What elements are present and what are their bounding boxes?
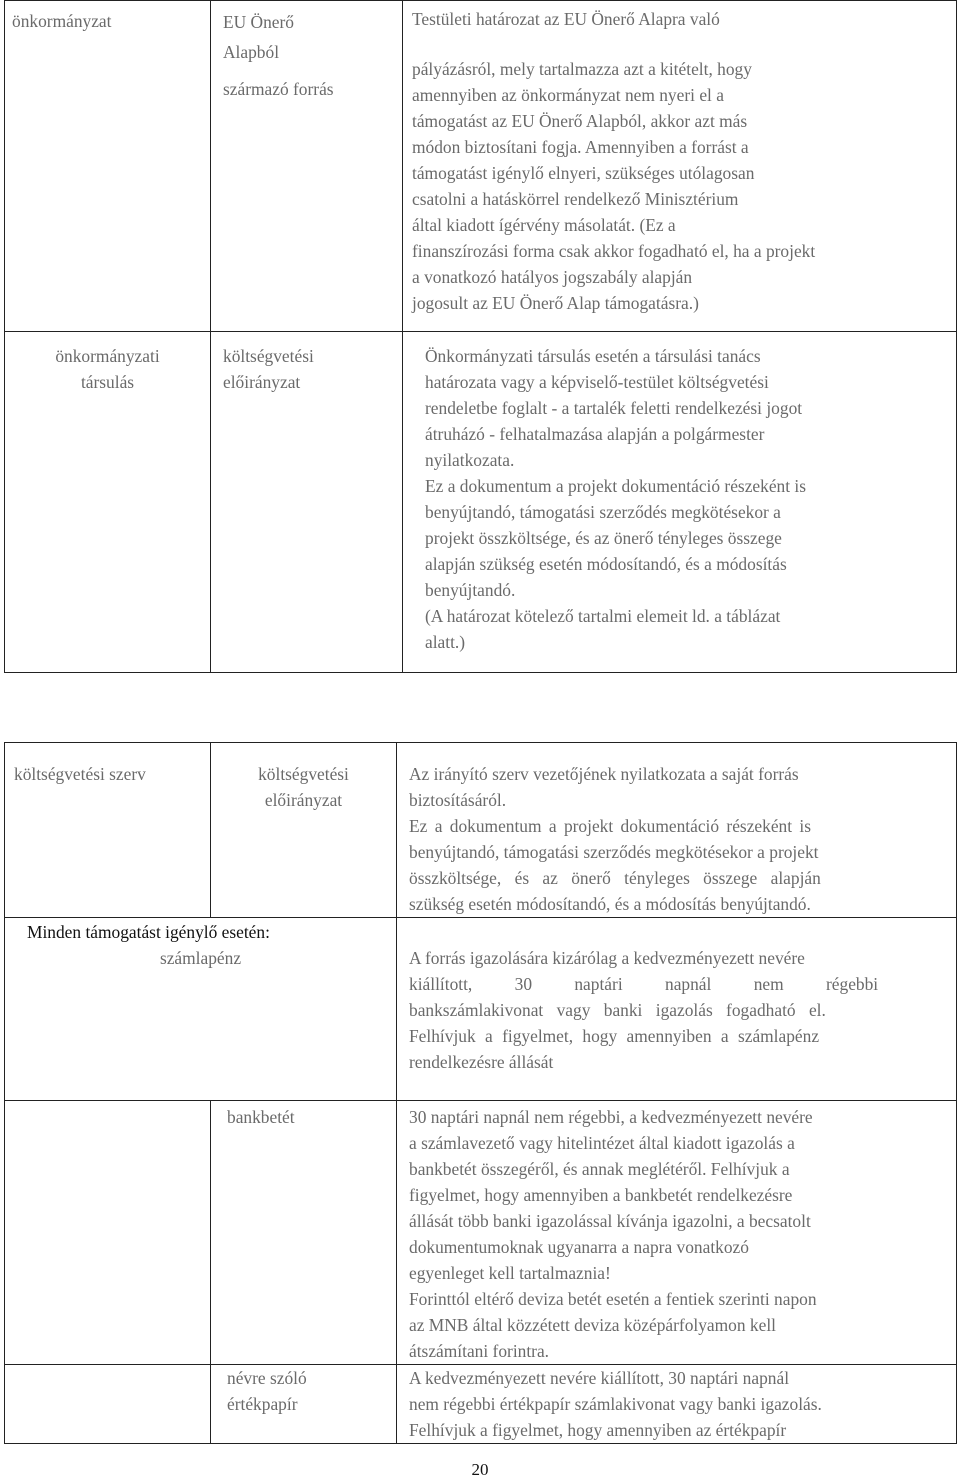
description-line: finanszírozási forma csak akkor fogadható el, ha a projekt [412,241,816,261]
table-row [5,918,957,1101]
applicant-label: költségvetési szerv [14,764,146,784]
description-line: az MNB által közzétett deviza középárfolyamon kell [409,1315,776,1335]
description-line: pályázásról, mely tartalmazza azt a kitételt, hogy [412,59,752,79]
description-cell [403,332,957,673]
applicant-label: önkormányzat [12,11,112,31]
description-line: rendeletbe foglalt - a tartalék feletti rendelkezési jogot [425,398,803,418]
description-line: A kedvezményezett nevére kiállított, 30 naptári napnál [409,1368,790,1388]
description-line: támogatást igénylő elnyeri, szükséges utólagosan [412,163,755,183]
cash-source-cell [5,918,397,1101]
table-row [5,1,957,332]
description-cell [397,743,957,918]
description-line: Ez a dokumentum a projekt dokumentáció részeként is [409,816,812,836]
description-line: átszámítani forintra. [409,1341,550,1361]
source-line: számlapénz [159,948,242,968]
description-line: rendelkezésre állását [409,1052,554,1072]
source-line: értékpapír [227,1394,298,1414]
all-applicants-heading: Minden támogatást igénylő esetén: [27,922,270,942]
description-line: a számlavezető vagy hitelintézet által kiadott igazolás a [409,1133,795,1153]
description-line: módon biztosítani fogja. Amennyiben a forrást a [412,137,749,157]
source-line: költségvetési [258,764,349,784]
applicant-line: társulás [80,372,135,392]
description-cell [397,918,957,1101]
description-line: benyújtandó, támogatási szerződés megkötésekor a [425,502,781,522]
description-line: (A határozat kötelező tartalmi elemeit ld. a táblázat [425,606,781,626]
source-line: előirányzat [223,372,301,392]
table-row [5,332,957,673]
applicant-cell [5,1365,211,1444]
description-line: figyelmet, hogy amennyiben a bankbetét rendelkezésre [409,1185,793,1205]
description-line: benyújtandó, támogatási szerződés megkötésekor a projekt [409,842,819,862]
description-line: 30 naptári napnál nem régebbi, a kedvezményezett nevére [409,1107,813,1127]
description-line: állását több banki igazolással kívánja igazolni, a becsatolt [409,1211,811,1231]
source-line: származó forrás [223,79,334,99]
description-line: dokumentumoknak ugyanarra a napra vonatkozó [409,1237,749,1257]
page-number: 20 [471,1460,489,1479]
description-line: összköltsége, és az önerő tényleges összege alapján [409,868,821,888]
description-line: bankbetét összegéről, és annak meglétéről. Felhívjuk a [409,1159,790,1179]
requirements-table-top [4,0,957,673]
table-row [5,1365,957,1444]
applicant-line: önkormányzati [55,346,160,366]
description-line: támogatást az EU Önerő Alapból, akkor azt más [412,111,748,131]
source-line: Alapból [223,42,280,62]
description-line: a vonatkozó hatályos jogszabály alapján [412,267,693,287]
description-line: Felhívjuk a figyelmet, hogy amennyiben az értékpapír [409,1420,787,1440]
description-line: nyilatkozata. [425,450,515,470]
source-line: bankbetét [227,1107,295,1127]
description-line: határozata vagy a képviselő-testület költségvetési [425,372,769,392]
applicant-cell [5,1101,211,1365]
description-line: Forinttól eltérő deviza betét esetén a fentiek szerinti napon [409,1289,817,1309]
source-line: névre szóló [227,1368,307,1388]
description-line: Önkormányzati társulás esetén a társulási tanács [425,346,761,366]
source-cell [211,332,403,673]
description-line: csatolni a hatáskörrel rendelkező Minisztérium [412,189,739,209]
description-line: A forrás igazolására kizárólag a kedvezményezett nevére [409,948,805,968]
source-line: EU Önerő [223,12,294,32]
description-line: Ez a dokumentum a projekt dokumentáció részeként is [425,476,807,496]
description-line: alapján szükség esetén módosítandó, és a módosítás [425,554,787,574]
description-cell [403,1,957,332]
description-line: átruházó - felhatalmazása alapján a polgármester [425,424,765,444]
description-line: jogosult az EU Önerő Alap támogatásra.) [412,293,699,313]
description-line: egyenleget kell tartalmaznia! [409,1263,611,1283]
description-cell [397,1365,957,1444]
source-cell [211,1365,397,1444]
source-cell [211,1101,397,1365]
source-line: előirányzat [264,790,343,810]
source-cell [211,743,397,918]
table-row [5,1101,957,1365]
description-line: alatt.) [425,632,466,652]
table-row [5,743,957,918]
applicant-cell [5,743,211,918]
description-line: projekt összköltsége, és az önerő tényleges összege [425,528,782,548]
description-cell [397,1101,957,1365]
description-line: benyújtandó. [425,580,516,600]
description-line: nem régebbi értékpapír számlakivonat vagy banki igazolás. [409,1394,822,1414]
description-line: Az irányító szerv vezetőjének nyilatkozata a saját forrás [409,764,799,784]
description-line: Felhívjuk a figyelmet, hogy amennyiben a számlapénz [409,1026,820,1046]
description-line: Testületi határozat az EU Önerő Alapra való [412,9,720,29]
description-line: által kiadott ígérvény másolatát. (Ez a [412,215,676,235]
source-cell [211,1,403,332]
description-line: biztosításáról. [409,790,507,810]
source-line: költségvetési [223,346,314,366]
description-line: kiállított, 30 naptári napnál nem régebbi [409,974,879,994]
requirements-table-bottom [4,742,957,1444]
description-line: bankszámlakivonat vagy banki igazolás fogadható el. [409,1000,826,1020]
description-line: amennyiben az önkormányzat nem nyeri el a [412,85,724,105]
description-line: szükség esetén módosítandó, és a módosítás benyújtandó. [409,894,811,914]
applicant-cell [5,332,211,673]
applicant-cell [5,1,211,332]
